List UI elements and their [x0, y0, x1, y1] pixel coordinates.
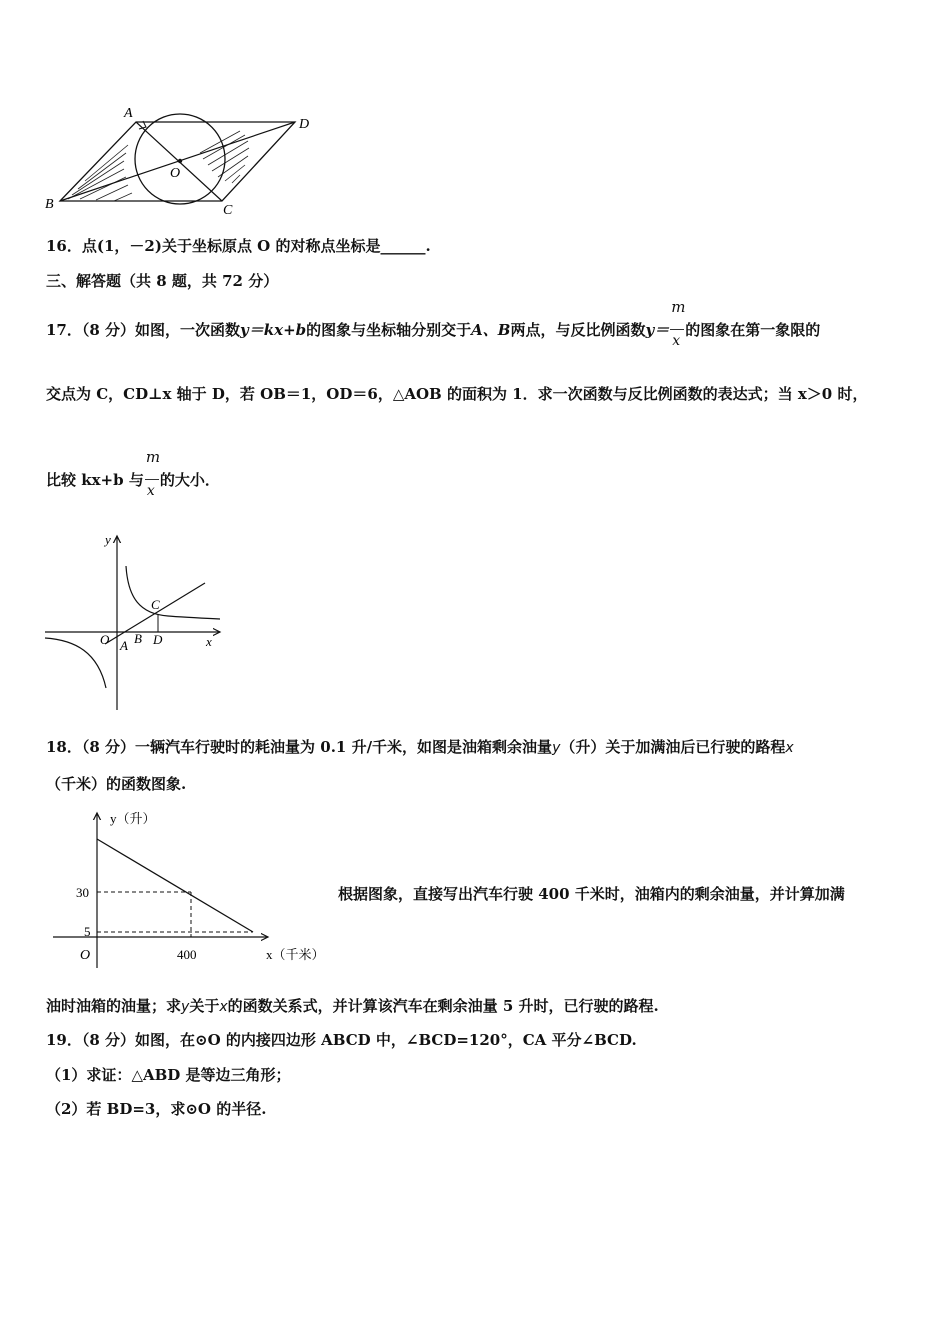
point-o: [178, 159, 182, 163]
q17-text2: 两点，与反比例函数: [510, 321, 646, 339]
hyperbola-branch-1: [126, 566, 220, 619]
q16-end: .: [425, 237, 431, 255]
question-17-line3: [46, 448, 220, 499]
label-c: C: [223, 203, 233, 218]
frac-numerator: m: [671, 298, 686, 316]
label-a: A: [124, 106, 133, 121]
frac2-denominator: x: [146, 483, 155, 499]
q18-var-x: x: [785, 740, 794, 756]
origin-label: O: [80, 948, 91, 963]
tick-400: 400: [177, 947, 197, 962]
label-b: B: [45, 197, 54, 212]
hyperbola-branch-3: [45, 638, 106, 688]
section-heading: 三、解答题（共 8 题，共 72 分）: [46, 272, 279, 290]
q18-text2: （升）关于加满油后已行驶的路程: [560, 738, 786, 756]
question-18-line1: [46, 737, 794, 758]
q17-score: （8 分）如图，一次函数: [81, 321, 241, 339]
question-18-line4: [46, 996, 659, 1017]
q18-var-y: y: [552, 740, 561, 756]
q17-y-eq: y＝: [645, 321, 670, 339]
label-c: C: [151, 597, 160, 612]
figure-coordinate-graph: [40, 528, 230, 713]
q18-number: 18．: [46, 738, 82, 756]
segment-bd: [60, 122, 295, 201]
frac-denominator: x: [672, 333, 681, 349]
label-y-axis: y: [105, 532, 111, 547]
q17-linear-func: y＝kx+b: [240, 321, 307, 339]
q17-number: 17．: [46, 321, 82, 339]
tick-30: 30: [76, 885, 89, 900]
tick-5: 5: [84, 924, 91, 939]
q18-line4-var-y: y: [181, 999, 190, 1015]
question-18-line2: （千米）的函数图象.: [46, 775, 187, 793]
q18-text1: （8 分）一辆汽车行驶时的耗油量为 0.1 升/千米，如图是油箱剩余油量: [81, 738, 553, 756]
question-18-side-text: 根据图象，直接写出汽车行驶 400 千米时，油箱内的剩余油量，并计算加满: [338, 885, 845, 903]
label-b: B: [134, 631, 142, 646]
shaded-region-left: [68, 145, 132, 201]
frac2-numerator: m: [145, 448, 161, 466]
label-a: A: [120, 638, 128, 653]
figure-fuel-graph: [48, 803, 338, 973]
question-17-line2: 交点为 C，CD⊥x 轴于 D，若 OB＝1，OD＝6，△AOB 的面积为 1．求一次函数与反比例函数的表达式；当 x＞0 时，: [46, 385, 868, 403]
q17-line3-b: 的大小．: [159, 471, 220, 489]
question-16: [46, 236, 431, 256]
question-19-line1: 19．（8 分）如图，在⊙O 的内接四边形 ABCD 中，∠BCD=120°，CA 平分∠BCD.: [46, 1031, 637, 1049]
label-d: D: [153, 632, 163, 647]
q18-line4-b: 关于: [189, 997, 220, 1015]
question-19-part1: （1）求证：△ABD 是等边三角形；: [46, 1066, 291, 1084]
q17-fraction-2: [144, 448, 161, 499]
q17-text1: 的图象与坐标轴分别交于: [306, 321, 472, 339]
fuel-line: [97, 839, 253, 932]
q16-blank: ______: [380, 237, 426, 255]
q17-line3-a: 比较 kx+b 与: [46, 471, 144, 489]
y-axis-label: y（升）: [110, 811, 156, 826]
q18-line4-var-x: x: [219, 999, 228, 1015]
q18-line4-c: 的函数关系式，并计算该汽车在剩余油量 5 升时，已行驶的路程.: [227, 997, 659, 1015]
q17-fraction: [669, 298, 686, 349]
x-axis-label: x（千米）: [266, 947, 325, 962]
label-o: O: [170, 166, 181, 181]
label-origin: O: [100, 632, 110, 647]
label-x-axis: x: [206, 634, 212, 649]
q16-number: 16．: [46, 237, 82, 255]
question-17-line1: [46, 298, 821, 349]
question-19-part2: （2）若 BD=3，求⊙O 的半径.: [46, 1100, 267, 1118]
figure-parallelogram-circle: [40, 95, 330, 220]
q18-line4-a: 油时油箱的油量；求: [46, 997, 182, 1015]
q17-points-ab: A、B: [471, 321, 511, 339]
q17-text3: 的图象在第一象限的: [685, 321, 821, 339]
q16-text: 点(1，－2)关于坐标原点 O 的对称点坐标是: [81, 237, 381, 255]
label-d: D: [299, 117, 310, 132]
